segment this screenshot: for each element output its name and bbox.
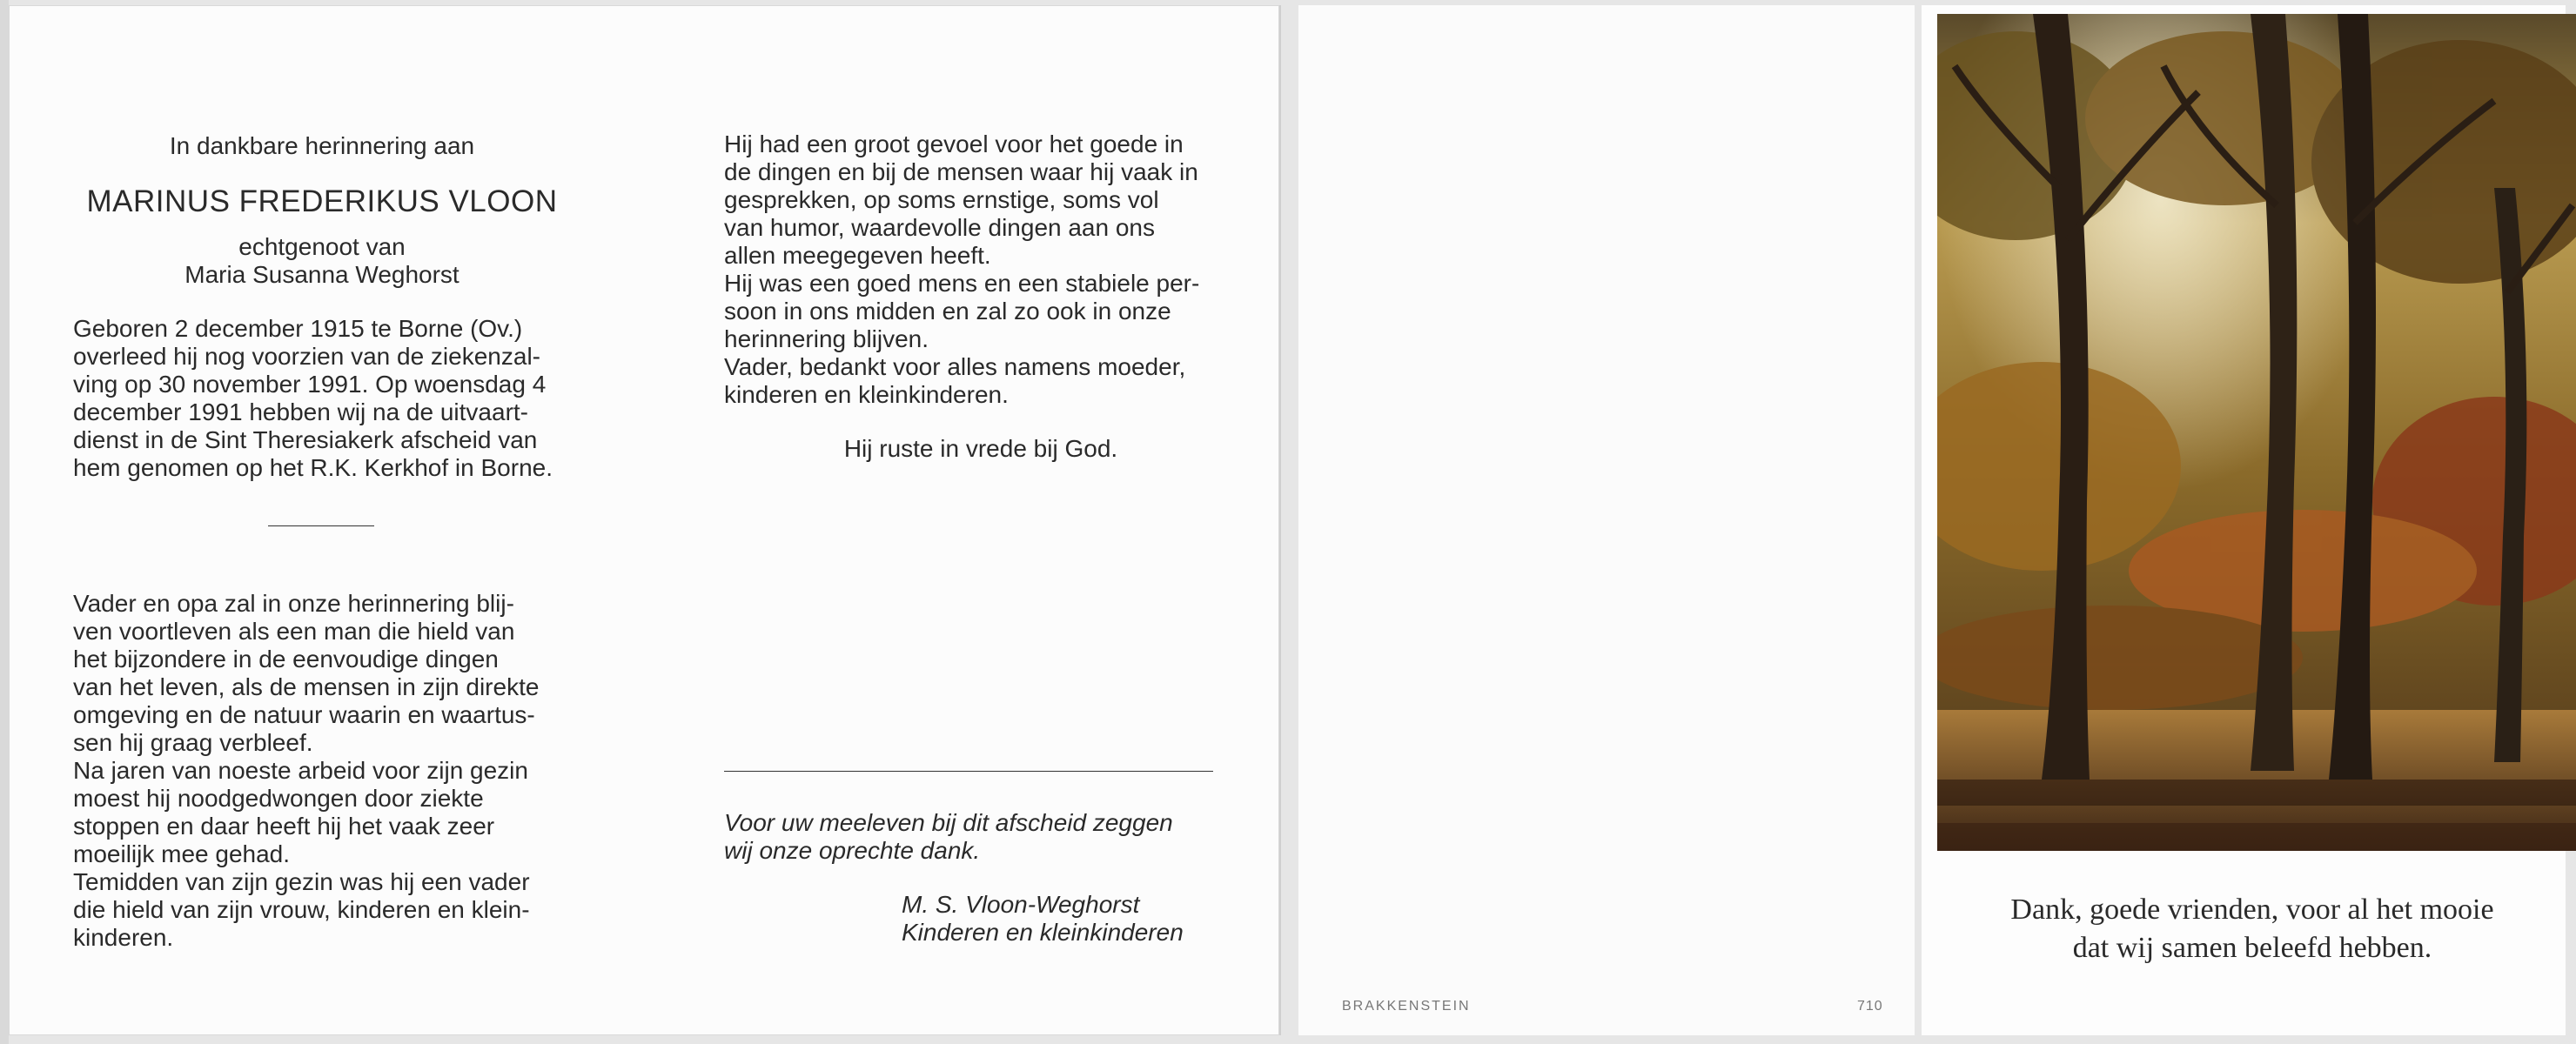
signature-line: M. S. Vloon-Weghorst <box>902 891 1140 918</box>
memory-line: Temidden van zijn gezin was hij een vader <box>73 868 530 895</box>
memory-line: van het leven, als de mensen in zijn direkte <box>73 673 540 700</box>
character-line: kinderen en kleinkinderen. <box>724 381 1009 408</box>
deceased-name: MARINUS FREDERIKUS VLOON <box>86 184 558 218</box>
memory-line: Na jaren van noeste arbeid voor zijn gezin <box>73 757 528 784</box>
memory-line: stoppen en daar heeft hij het vaak zeer <box>73 813 495 840</box>
memory-paragraph <box>73 590 587 952</box>
character-line: soon in ons midden en zal zo ook in onze <box>724 298 1171 325</box>
spouse-name: Maria Susanna Weghorst <box>184 261 460 288</box>
card-inside-spread <box>9 5 1281 1035</box>
card-number: 710 <box>1857 999 1883 1014</box>
signature-rule <box>724 771 1213 772</box>
character-line: Hij had een groot gevoel voor het goede in <box>724 130 1184 157</box>
signature-block <box>902 891 1250 947</box>
card-back-blank <box>1298 5 1915 1035</box>
thanks-line: wij onze oprechte dank. <box>724 837 981 864</box>
divider <box>268 525 374 526</box>
memory-line: kinderen. <box>73 924 174 951</box>
spouse-label: echtgenoot van <box>238 233 406 260</box>
thanks-paragraph <box>724 809 1246 865</box>
rest-line: Hij ruste in vrede bij God. <box>843 435 1118 462</box>
bio-line: hem genomen op het R.K. Kerkhof in Borne. <box>73 454 553 481</box>
character-line: gesprekken, op soms ernstige, soms vol <box>724 186 1159 213</box>
bio-line: december 1991 hebben wij na de uitvaart- <box>73 398 529 425</box>
bio-line: ving op 30 november 1991. Op woensdag 4 <box>73 371 547 398</box>
caption-line: Dank, goede vrienden, voor al het mooie <box>2010 893 2494 926</box>
signature-line: Kinderen en kleinkinderen <box>902 919 1184 946</box>
memory-line: Vader en opa zal in onze herinnering blij- <box>73 590 514 617</box>
bio-line: dienst in de Sint Theresiakerk afscheid van <box>73 426 538 453</box>
caption-line: dat wij samen beleefd hebben. <box>2072 932 2432 964</box>
memory-line: moeilijk mee gehad. <box>73 840 291 867</box>
memory-line: omgeving en de natuur waarin en waartus- <box>73 701 535 728</box>
spouse-block <box>9 233 635 289</box>
intro-text: In dankbare herinnering aan <box>169 132 475 159</box>
character-line: allen meegegeven heeft. <box>724 242 991 269</box>
character-line: van humor, waardevolle dingen aan ons <box>724 214 1156 241</box>
bio-paragraph <box>73 315 587 482</box>
bio-line: overleed hij nog voorzien van de ziekenzal- <box>73 343 540 370</box>
character-paragraph <box>724 130 1238 409</box>
bio-line: Geboren 2 december 1915 te Borne (Ov.) <box>73 315 523 342</box>
memory-line: ven voortleven als een man die hield van <box>73 618 515 645</box>
character-line: Hij was een goed mens en een stabiele per- <box>724 270 1200 297</box>
memory-line: die hield van zijn vrouw, kinderen en klein- <box>73 896 530 923</box>
thanks-line: Voor uw meeleven bij dit afscheid zeggen <box>724 809 1173 836</box>
front-caption <box>1930 891 2574 967</box>
memory-line: sen hij graag verbleef. <box>73 729 313 756</box>
publisher-label: BRAKKENSTEIN <box>1342 999 1471 1014</box>
character-line: de dingen en bij de mensen waar hij vaak in <box>724 158 1198 185</box>
autumn-forest-photo-icon <box>1937 14 2576 851</box>
memory-line: moest hij noodgedwongen door ziekte <box>73 785 484 812</box>
intro-line <box>9 132 635 160</box>
memory-line: het bijzondere in de eenvoudige dingen <box>73 646 499 673</box>
character-line: herinnering blijven. <box>724 325 929 352</box>
character-line: Vader, bedankt voor alles namens moeder, <box>724 353 1186 380</box>
